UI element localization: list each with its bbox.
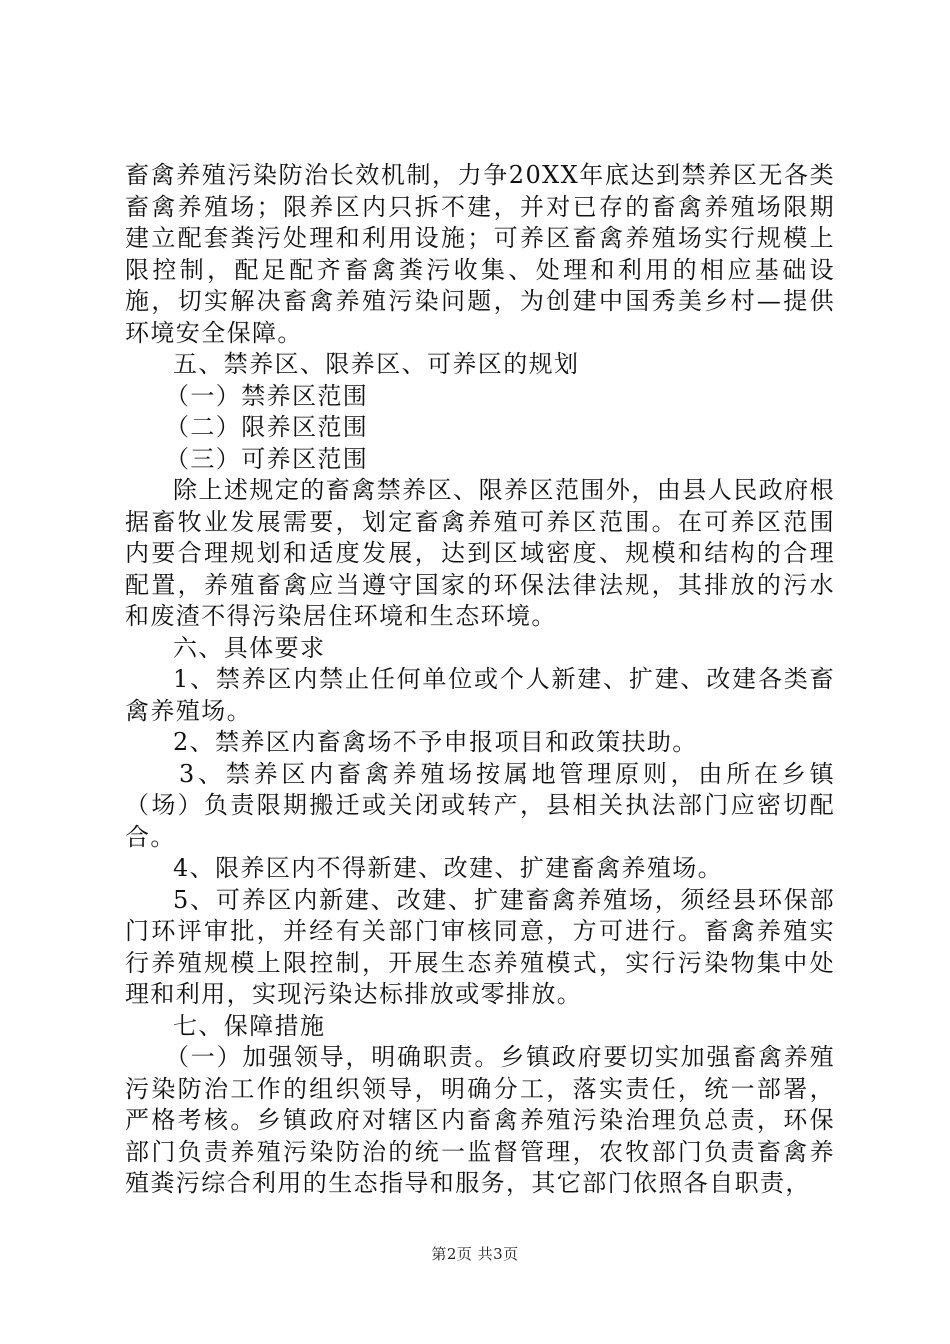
paragraph-continuation: 畜禽养殖污染防治长效机制，力争20XX年底达到禁养区无各类畜禽养殖场；限养区内只拆不建，并对已存的畜禽养殖场限期建立配套粪污处理和利用设施；可养区畜禽养殖场实行规模上限控制，配足配齐畜禽粪污收集、处理和利用的相应基础设施，切实解决畜禽养殖污染问题，为创建中国秀美乡村—提供环境安全保障。 bbox=[125, 161, 835, 347]
requirement-item-1: 1、禁养区内禁止任何单位或个人新建、扩建、改建各类畜禽养殖场。 bbox=[125, 665, 835, 725]
subheading-restricted-zone: （二）限养区范围 bbox=[165, 413, 369, 441]
measure-item-1: （一）加强领导，明确职责。乡镇政府要切实加强畜禽养殖污染防治工作的组织领导，明确分工，落实责任，统一部署，严格考核。乡镇政府对辖区内畜禽养殖污染治理负总责，环保部门负责养殖污染防治的统一监督管理，农牧部门负责畜禽养殖粪污综合利用的生态指导和服务，其它部门依照各自职责， bbox=[125, 1043, 835, 1197]
document-body bbox=[125, 160, 835, 1200]
paragraph-permitted-zone: 除上述规定的畜禽禁养区、限养区范围外，由县人民政府根据畜牧业发展需要，划定畜禽养殖可养区范围。在可养区范围内要合理规划和适度发展，达到区域密度、规模和结构的合理配置，养殖畜禽应当遵守国家的环保法律法规，其排放的污水和废渣不得污染居住环境和生态环境。 bbox=[125, 476, 835, 630]
requirement-item-2: 2、禁养区内畜禽场不予申报项目和政策扶助。 bbox=[173, 728, 698, 756]
subheading-prohibited-zone: （一）禁养区范围 bbox=[165, 381, 369, 410]
section-heading-6: 六、具体要求 bbox=[173, 633, 326, 662]
page-footer: 第2页 共3页 bbox=[431, 1245, 519, 1263]
requirement-item-4: 4、限养区内不得新建、改建、扩建畜禽养殖场。 bbox=[173, 854, 724, 882]
requirement-item-3: 3、禁养区内畜禽养殖场按属地管理原则，由所在乡镇（场）负责限期搬迁或关闭或转产，县相关执法部门应密切配合。 bbox=[125, 759, 835, 851]
section-heading-5: 五、禁养区、限养区、可养区的规划 bbox=[173, 350, 580, 378]
requirement-item-5: 5、可养区内新建、改建、扩建畜禽养殖场，须经县环保部门环评审批，并经有关部门审核同意，方可进行。畜禽养殖实行养殖规模上限控制，开展生态养殖模式，实行污染物集中处理和利用，实现污染达标排放或零排放。 bbox=[125, 885, 835, 1008]
subheading-permitted-zone: （三）可养区范围 bbox=[165, 444, 369, 473]
section-heading-7: 七、保障措施 bbox=[173, 1011, 326, 1040]
